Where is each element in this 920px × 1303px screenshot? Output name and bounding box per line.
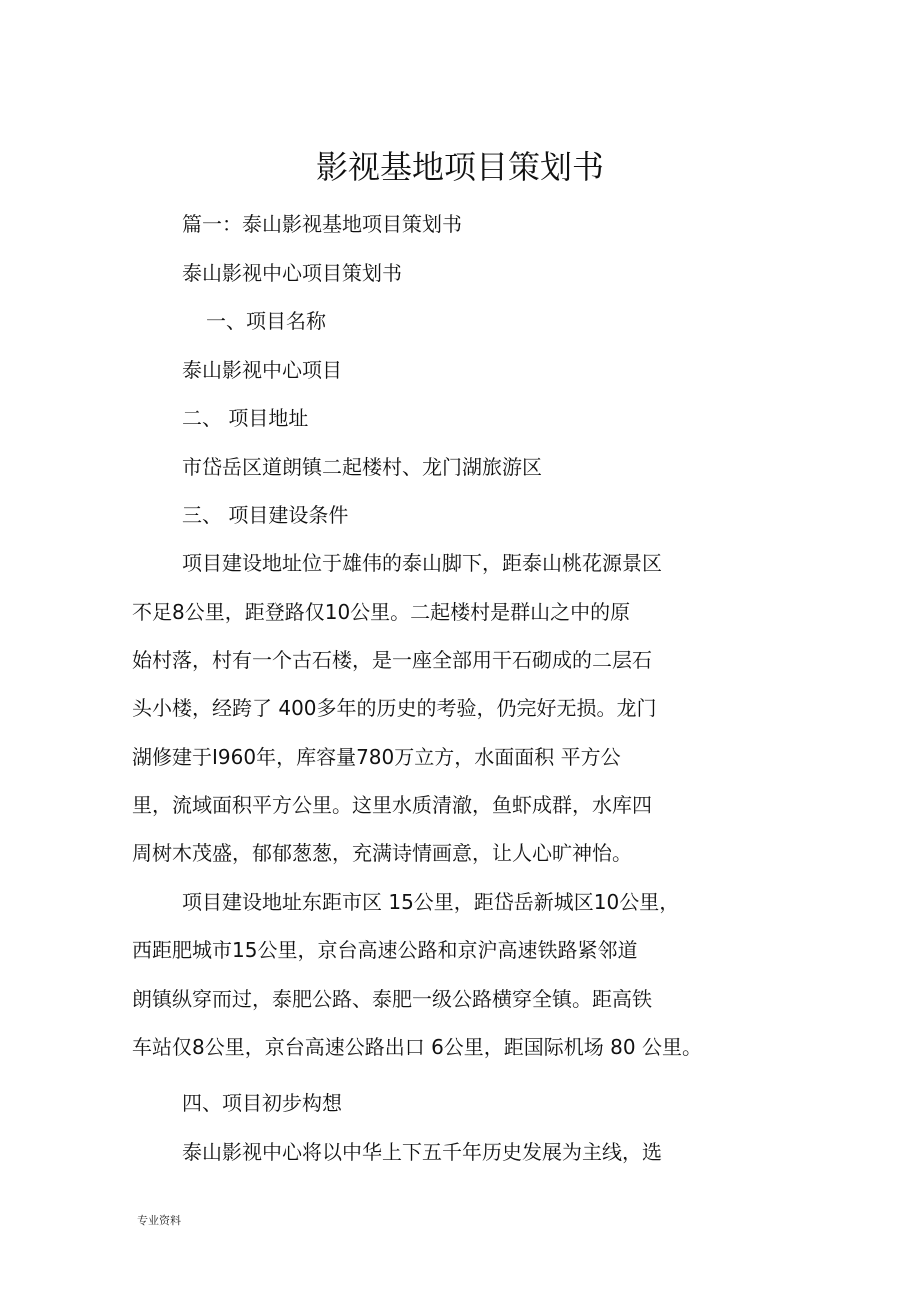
section-heading-name: 一、项目名称 <box>206 309 326 333</box>
paragraph-line: 车站仅8公里，京台高速公路出口 6公里，距国际机场 80 公里。 <box>132 1035 702 1059</box>
page-footer: 专业资料 <box>137 1214 181 1227</box>
paragraph-line: 里，流域面积平方公里。这里水质清澈，鱼虾成群，水库四 <box>132 793 652 817</box>
paragraph-line: 周树木茂盛，郁郁葱葱，充满诗情画意，让人心旷神怡。 <box>132 841 632 865</box>
paragraph-line: 朗镇纵穿而过，泰肥公路、泰肥一级公路横穿全镇。距高铁 <box>132 987 652 1011</box>
paragraph-line: 头小楼，经跨了 400多年的历史的考验，仍完好无损。龙门 <box>132 696 657 720</box>
subtitle-plan: 泰山影视中心项目策划书 <box>182 261 402 285</box>
paragraph-line: 不足8公里，距登路仅10公里。二起楼村是群山之中的原 <box>132 600 631 624</box>
document-title: 影视基地项目策划书 <box>315 148 604 186</box>
paragraph-line: 泰山影视中心将以中华上下五千年历史发展为主线，选 <box>182 1140 662 1164</box>
paragraph-line: 西距肥城市15公里，京台高速公路和京沪高速铁路紧邻道 <box>132 938 638 962</box>
section-heading-address: 二、 项目地址 <box>182 406 309 430</box>
section-heading-concept: 四、项目初步构想 <box>182 1091 342 1115</box>
paragraph-line: 始村落，村有一个古石楼，是一座全部用干石砌成的二层石 <box>132 648 652 672</box>
paragraph-line: 市岱岳区道朗镇二起楼村、龙门湖旅游区 <box>182 455 542 479</box>
heading-chapter-one: 篇一：泰山影视基地项目策划书 <box>182 212 462 236</box>
paragraph-line: 湖修建于I960年，库容量780万立方，水面面积 平方公 <box>132 745 621 769</box>
section-heading-conditions: 三、 项目建设条件 <box>182 503 349 527</box>
paragraph-line: 项目建设地址位于雄伟的泰山脚下，距泰山桃花源景区 <box>182 551 662 575</box>
paragraph-line: 泰山影视中心项目 <box>182 358 342 382</box>
paragraph-line: 项目建设地址东距市区 15公里，距岱岳新城区10公里， <box>182 890 680 914</box>
